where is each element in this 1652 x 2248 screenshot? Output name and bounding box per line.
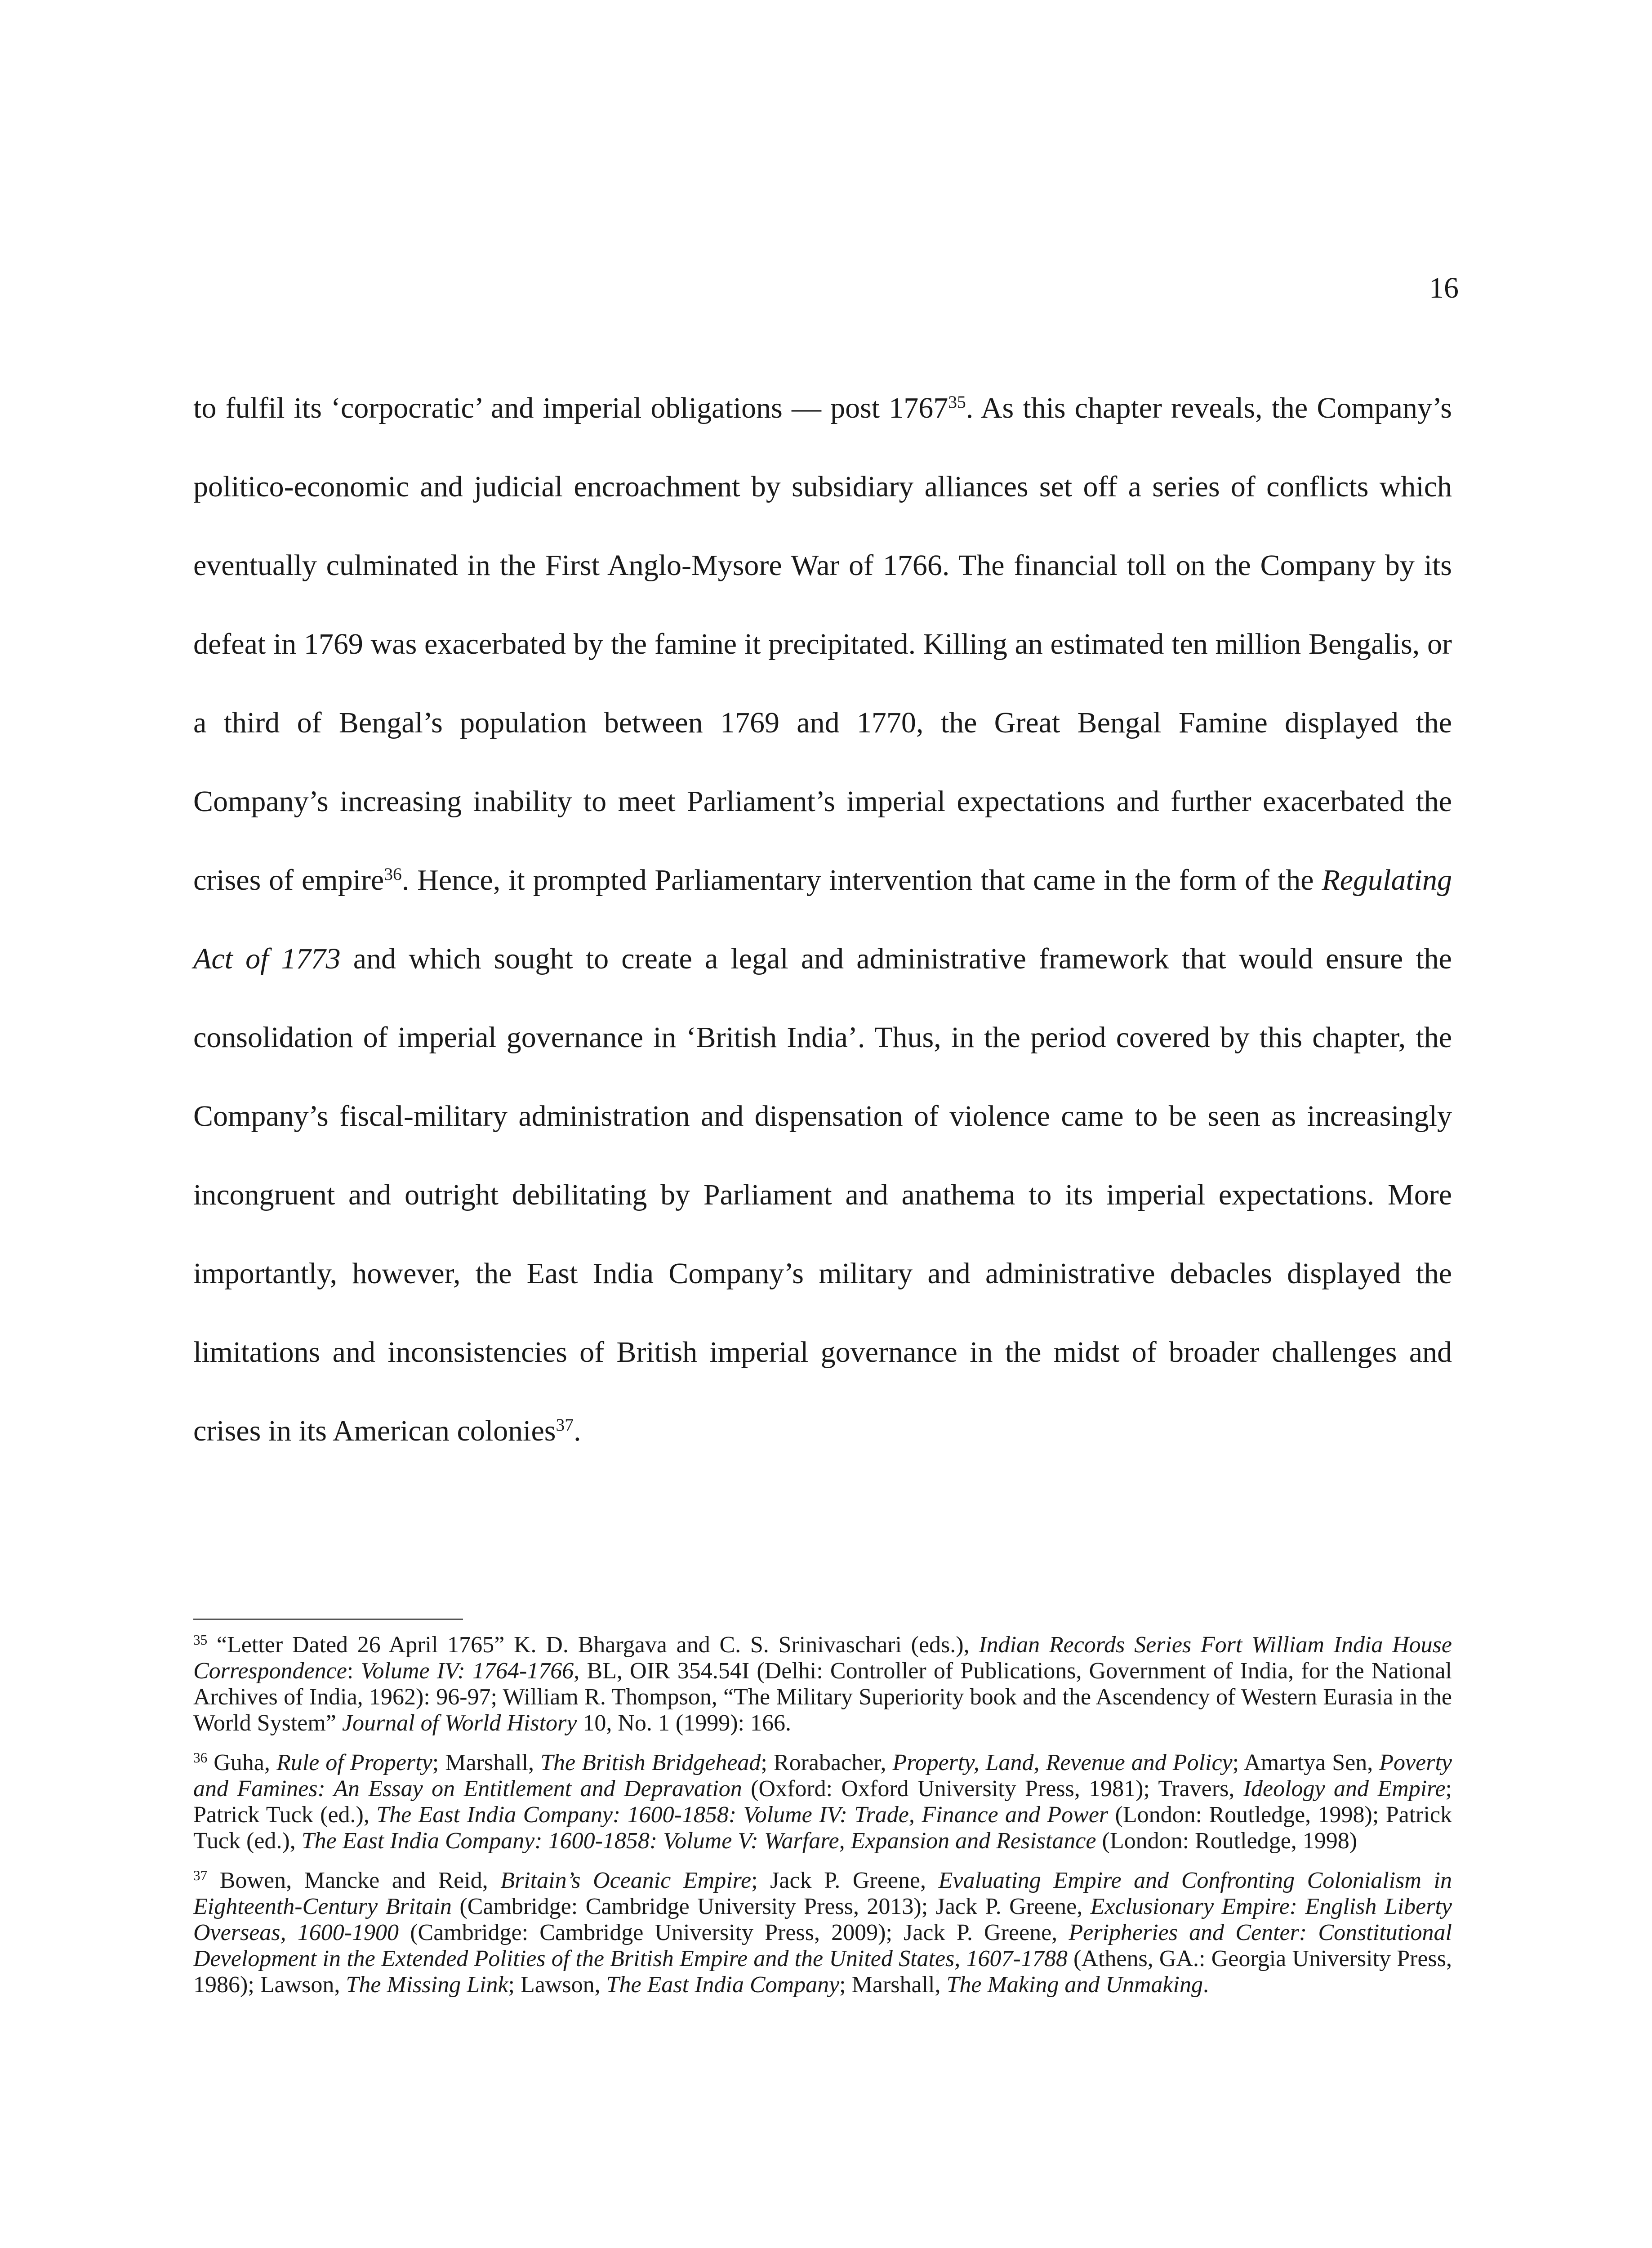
body-text-4: and which sought to create a legal and administrative framework that would ensure the consolidation of imperial governance in ‘British India’. Thus, in the period covered by this chapter, the Company’s fiscal-military administration and dispensation of violence came to be seen as increasingly incongruent and outright debilitating by Parliament and anathema to its imperial expectations. More importantly, however, the East India Company’s military and administrative debacles displayed the limitations and inconsistencies of British imperial governance in the midst of broader challenges and crises in its American colonies xyxy=(193,942,1452,1447)
footnote-text: (Athens, GA.: Georgia University Press, 1986); Lawson, xyxy=(193,1946,1452,1998)
citation-title: Peripheries and Center: Constitutional Development in the Extended Polities of the British Empire and the United States, 1607-1788 xyxy=(193,1920,1452,1971)
citation-title: The Missing Link xyxy=(346,1972,508,1998)
citation-title: Rule of Property xyxy=(276,1750,432,1775)
citation-title: Evaluating Empire and Confronting Colonialism in Eighteenth-Century Britain xyxy=(193,1868,1452,1919)
footnote-37 xyxy=(193,1868,1452,1998)
citation-title: Volume IV: 1764-1766 xyxy=(361,1658,574,1684)
footnote-text: . xyxy=(1202,1972,1209,1998)
act-title: Regulating Act of 1773 xyxy=(193,864,1452,975)
citation-title: Journal of World History xyxy=(342,1710,577,1736)
footnote-number: 36 xyxy=(193,1749,208,1766)
footnote-text: (Cambridge: Cambridge University Press, 2009); Jack P. Greene, xyxy=(399,1920,1069,1945)
footnote-number: 35 xyxy=(193,1632,208,1648)
footnote-text: (Oxford: Oxford University Press, 1981); Travers, xyxy=(742,1776,1243,1802)
footnote-text: ; Rorabacher, xyxy=(761,1750,893,1775)
footnote-text: ; Jack P. Greene, xyxy=(751,1868,939,1893)
footnote-number: 37 xyxy=(193,1867,208,1883)
citation-title: Poverty and Famines: An Essay on Entitlement and Depravation xyxy=(193,1750,1452,1802)
citation-title: Property, Land, Revenue and Policy xyxy=(892,1750,1233,1775)
footnote-text: 10, No. 1 (1999): 166. xyxy=(577,1710,791,1736)
body-text-1: to fulfil its ‘corpocratic’ and imperial obligations — post 1767 xyxy=(193,392,948,424)
footnote-text: Guha, xyxy=(207,1750,276,1775)
footnote-ref-35[interactable]: 35 xyxy=(948,392,966,412)
footnotes xyxy=(193,1632,1452,2012)
citation-title: Exclusionary Empire: English Liberty Overseas, 1600-1900 xyxy=(193,1894,1452,1945)
footnote-text: (London: Routledge, 1998); Patrick Tuck (ed.), xyxy=(193,1802,1452,1854)
citation-title: The Making and Unmaking xyxy=(946,1972,1203,1998)
body-text-2: . As this chapter reveals, the Company’s politico-economic and judicial encroachment by subsidiary alliances set off a series of conflicts which eventually culminated in the First Anglo-Mysore War of 1766. The financial toll on the Company by its defeat in 1769 was exacerbated by the famine it precipitated. Killing an estimated ten million Bengalis, or a third of Bengal’s population between 1769 and 1770, the Great Bengal Famine displayed the Company’s increasing inability to meet Parliament’s imperial expectations and further exacerbated the crises of empire xyxy=(193,392,1452,897)
footnote-text: ; Amartya Sen, xyxy=(1232,1750,1380,1775)
footnote-ref-36[interactable]: 36 xyxy=(384,864,402,884)
footnote-text: (London: Routledge, 1998) xyxy=(1096,1828,1358,1854)
body-paragraph xyxy=(193,369,1452,1470)
footnote-divider xyxy=(193,1619,463,1620)
citation-title: Indian Records Series Fort William India House Correspondence xyxy=(193,1632,1452,1684)
footnote-text: : xyxy=(347,1658,361,1684)
citation-title: The East India Company xyxy=(606,1972,840,1998)
citation-title: Britain’s Oceanic Empire xyxy=(500,1868,752,1893)
citation-title: The East India Company: 1600-1858: Volume IV: Trade, Finance and Power xyxy=(376,1802,1109,1828)
footnote-text: , BL, OIR 354.54I (Delhi: Controller of Publications, Government of India, for the National Archives of India, 1962): 96-97; William R. Thompson, “The Military Superiority book and the Ascendency of Western Eurasia in the World System” xyxy=(193,1658,1452,1736)
page-number: 16 xyxy=(1429,272,1459,304)
footnote-text: (Cambridge: Cambridge University Press, 2013); Jack P. Greene, xyxy=(451,1894,1091,1919)
body-text-3: . Hence, it prompted Parliamentary intervention that came in the form of the xyxy=(401,864,1322,897)
footnote-text: ; Lawson, xyxy=(508,1972,606,1998)
footnote-text: ; Patrick Tuck (ed.), xyxy=(193,1776,1452,1828)
footnote-35 xyxy=(193,1632,1452,1736)
citation-title: The British Bridgehead xyxy=(540,1750,761,1775)
footnote-text: ; Marshall, xyxy=(839,1972,947,1998)
footnote-36 xyxy=(193,1750,1452,1854)
footnote-text: Bowen, Mancke and Reid, xyxy=(207,1868,501,1893)
footnote-text: ; Marshall, xyxy=(432,1750,541,1775)
body-text-5: . xyxy=(574,1414,581,1447)
citation-title: Ideology and Empire xyxy=(1243,1776,1446,1802)
footnote-ref-37[interactable]: 37 xyxy=(556,1415,574,1435)
footnote-text: “Letter Dated 26 April 1765” K. D. Bhargava and C. S. Srinivaschari (eds.), xyxy=(207,1632,979,1658)
citation-title: The East India Company: 1600-1858: Volume V: Warfare, Expansion and Resistance xyxy=(301,1828,1096,1854)
